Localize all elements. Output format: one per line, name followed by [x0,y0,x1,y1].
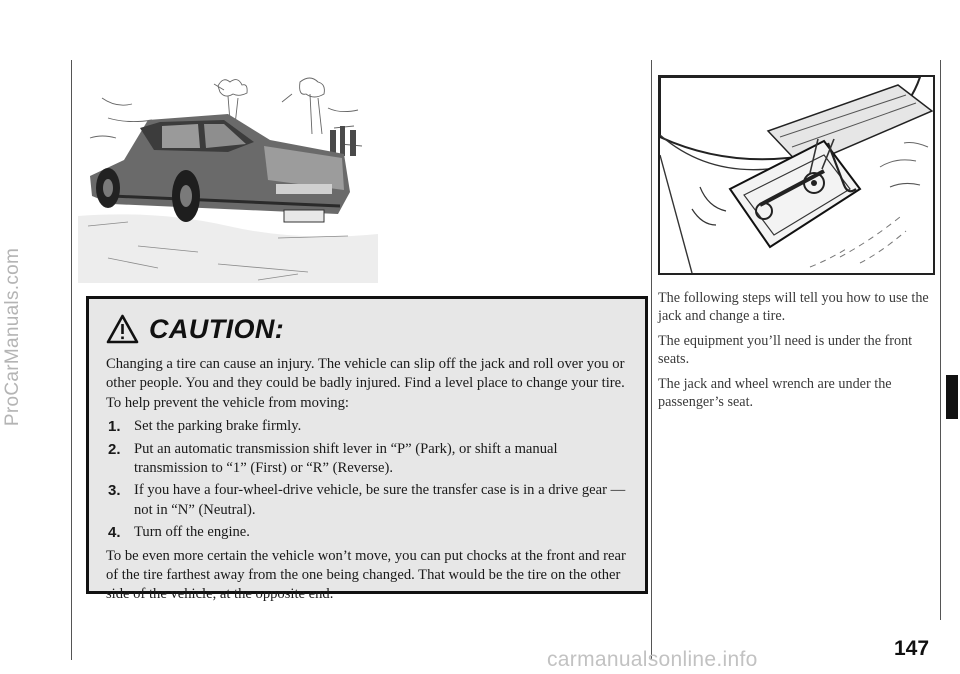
step-number: 2. [108,440,121,458]
step-text: Turn off the engine. [134,524,250,541]
jack-under-seat-illustration [658,75,935,275]
step-number: 3. [108,482,121,500]
left-margin-rule [71,60,72,660]
page-number: 147 [894,637,930,660]
side-watermark-text: ProCarManuals.com [2,247,23,427]
paragraph: The equipment you’ll need is under the front seats. [658,332,913,368]
step-text: Put an automatic transmission shift lever in “P” (Park), or shift a manual transmission to “1” (First) or “R” (Reverse). [134,440,558,477]
column-rule [651,60,652,660]
caution-title: CAUTION: [149,313,285,344]
caution-step [106,523,629,542]
caution-step [106,417,629,436]
step-number: 4. [108,524,121,542]
step-number: 1. [108,418,121,436]
caution-outro: To be even more certain the vehicle won’t move, you can put chocks at the front and rear of the tire farthest away from the one being changed. That would be the tire on the other side of the vehicle, at the opposite end. [106,547,626,603]
side-watermark [0,0,26,674]
paragraph: The following steps will tell you how to use the jack and change a tire. [658,290,929,325]
section-thumb-tab [946,375,958,419]
bottom-watermark: carmanualsonline.info [547,648,758,671]
right-margin-rule [940,60,941,620]
caution-steps [106,417,629,542]
warning-triangle-icon [106,314,139,344]
paragraph: The jack and wheel wrench are under the passenger’s seat. [658,375,892,411]
caution-box [86,296,648,603]
caution-intro: Changing a tire can cause an injury. The vehicle can slip off the jack and roll over you or other people. You and they could be badly injured. Find a level place to change your tire. To help prevent the vehicle from moving: [106,356,625,411]
car-on-slope-illustration [78,68,378,283]
caution-step [106,440,629,479]
caution-step [106,481,629,520]
step-text: Set the parking brake firmly. [134,418,302,435]
step-text: If you have a four-wheel-drive vehicle, be sure the transfer case is in a drive gear — not in “N” (Neutral). [134,482,626,518]
caution-heading [106,313,629,345]
right-column-text [658,289,933,417]
